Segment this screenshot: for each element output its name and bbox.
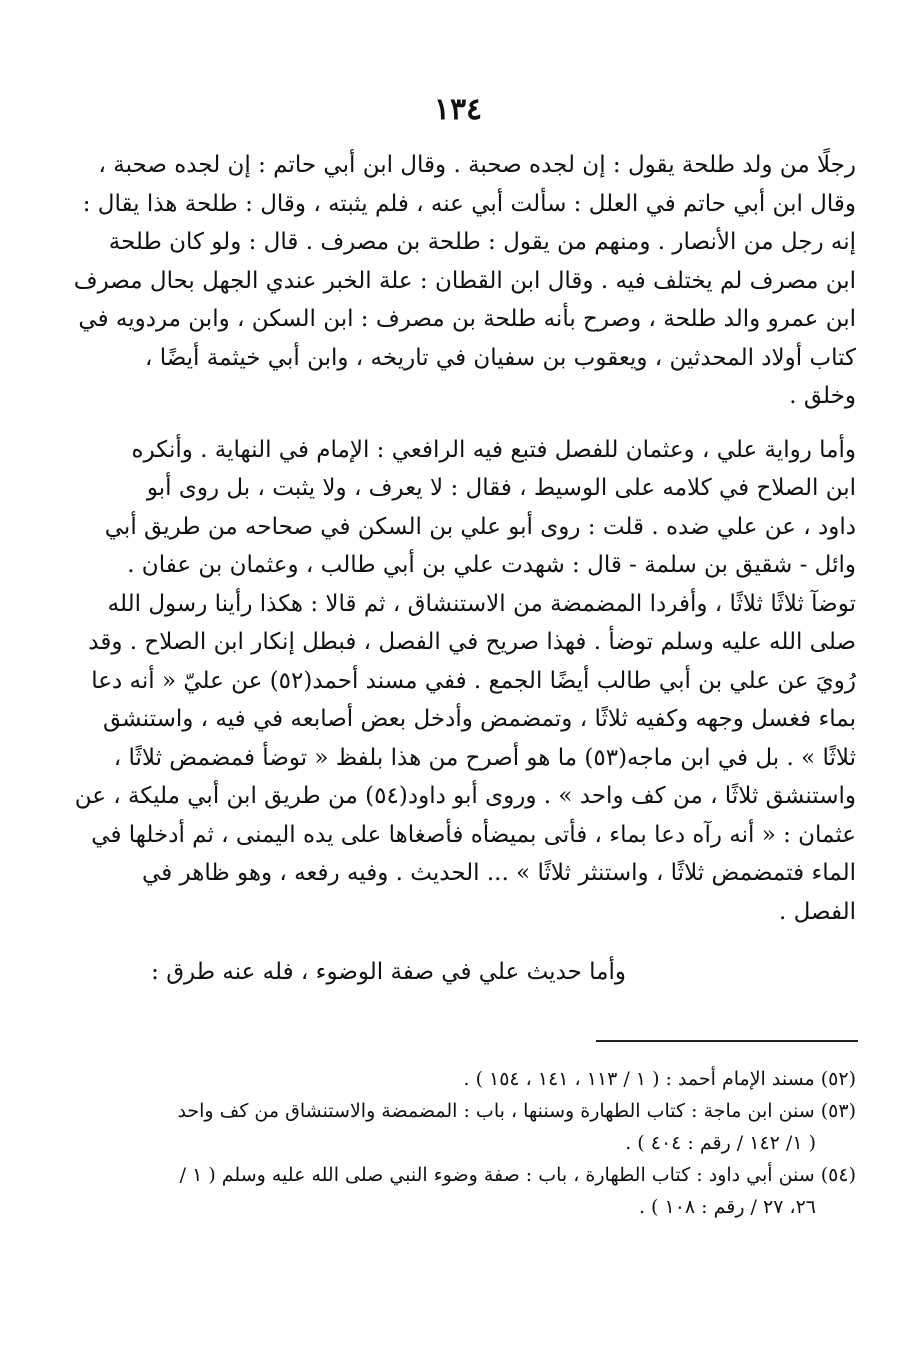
text-line: توضآ ثلاثًا ثلاثًا ، وأفردا المضمضة من الاستنشاق ، ثم قالا : هكذا رأينا رسول الله [107,590,856,617]
text-line: رجلًا من ولد طلحة يقول : إن لجده صحبة . وقال ابن أبي حاتم : إن لجده صحبة ، [98,152,856,178]
footnote-line: (٥٣) سنن ابن ماجة : كتاب الطهارة وسننها ، باب : المضمضة والاستنشاق من كف واحد [177,1100,856,1122]
text-line: إنه رجل من الأنصار . ومنهم من يقول : طلحة بن مصرف . قال : ولو كان طلحة [108,229,856,255]
text-line: وقال ابن أبي حاتم في العلل : سألت أبي عنه ، فلم يثبته ، وقال : طلحة هذا يقال : [82,190,856,217]
footnotes [60,1063,856,1223]
text-line: وائل - شقيق بن سلمة - قال : شهدت علي بن أبي طالب ، وعثمان بن عفان . [127,552,856,578]
text-line: الفصل . [778,898,856,925]
text-line: واستنشق ثلاثًا ، من كف واحد » . وروى أبو داود(٥٤) من طريق ابن أبي مليكة ، عن [74,783,856,809]
text-line: الماء فتمضمض ثلاثًا ، واستنثر ثلاثًا » ... الحديث . وفيه رفعه ، وهو ظاهر في [142,860,856,886]
text-line: ابن الصلاح في كلامه على الوسيط ، فقال : لا يعرف ، ولا يثبت ، بل روى أبو [146,475,856,501]
text-line: ابن مصرف لم يختلف فيه . وقال ابن القطان : علة الخبر عندي الجهل بحال مصرف [73,267,856,294]
text-line: وأما رواية علي ، وعثمان للفصل فتبع فيه الرافعي : الإمام في النهاية . وأنكره [131,436,856,463]
footnote-line: (٥٤) سنن أبي داود : كتاب الطهارة ، باب : صفة وضوء النبي صلى الله عليه وسلم ( ١ / [179,1164,856,1186]
text-line: داود ، عن علي ضده . قلت : روى أبو علي بن السكن في صحاحه من طريق أبي [104,513,856,540]
paragraph-1 [60,146,856,416]
main-text [60,146,856,1007]
paragraph-2 [60,431,856,932]
paragraph-3 [60,953,856,992]
footnote-53 [60,1095,856,1159]
footnote-line: (٥٢) مسند الإمام أحمد : ( ١ / ١١٣ ، ١٤١ ، ١٥٤ ) . [463,1068,856,1090]
text-line: ثلاثًا » . بل في ابن ماجه(٥٣) ما هو أصرح من هذا بلفظ « توضأ فمضمض ثلاثًا ، [113,744,856,771]
footnote-54 [60,1159,856,1223]
text-line: وأما حديث علي في صفة الوضوء ، فله عنه طرق : [151,959,626,985]
text-line: وخلق . [789,383,856,409]
text-line: عثمان : « أنه رآه دعا بماء ، فأتى بميضأه فأصغاها على يده اليمنى ، ثم أدخلها في [91,821,856,848]
text-line: ابن عمرو والد طلحة ، وصرح بأنه طلحة بن مصرف : ابن السكن ، وابن مردويه في [78,306,856,332]
text-line: بماء فغسل وجهه وكفيه ثلاثًا ، وتمضمض وأدخل بعض أصابعه في فيه ، واستنشق [102,706,856,732]
footnote-52 [60,1063,856,1095]
text-line: رُويَ عن علي بن أبي طالب أيضًا الجمع . ففي مسند أحمد(٥٢) عن عليّ « أنه دعا [91,667,856,694]
footnote-line: ٢٦، ٢٧ / رقم : ١٠٨ ) . [638,1196,816,1218]
text-line: كتاب أولاد المحدثين ، ويعقوب بن سفيان في تاريخه ، وابن أبي خيثمة أيضًا ، [144,344,856,371]
page-number: ١٣٤ [433,92,483,127]
footnote-divider [596,1040,858,1042]
text-line: صلى الله عليه وسلم توضأ . فهذا صريح في الفصل ، فبطل إنكار ابن الصلاح . وقد [88,629,856,655]
footnote-line: ( ١/ ١٤٢ / رقم : ٤٠٤ ) . [625,1132,816,1154]
